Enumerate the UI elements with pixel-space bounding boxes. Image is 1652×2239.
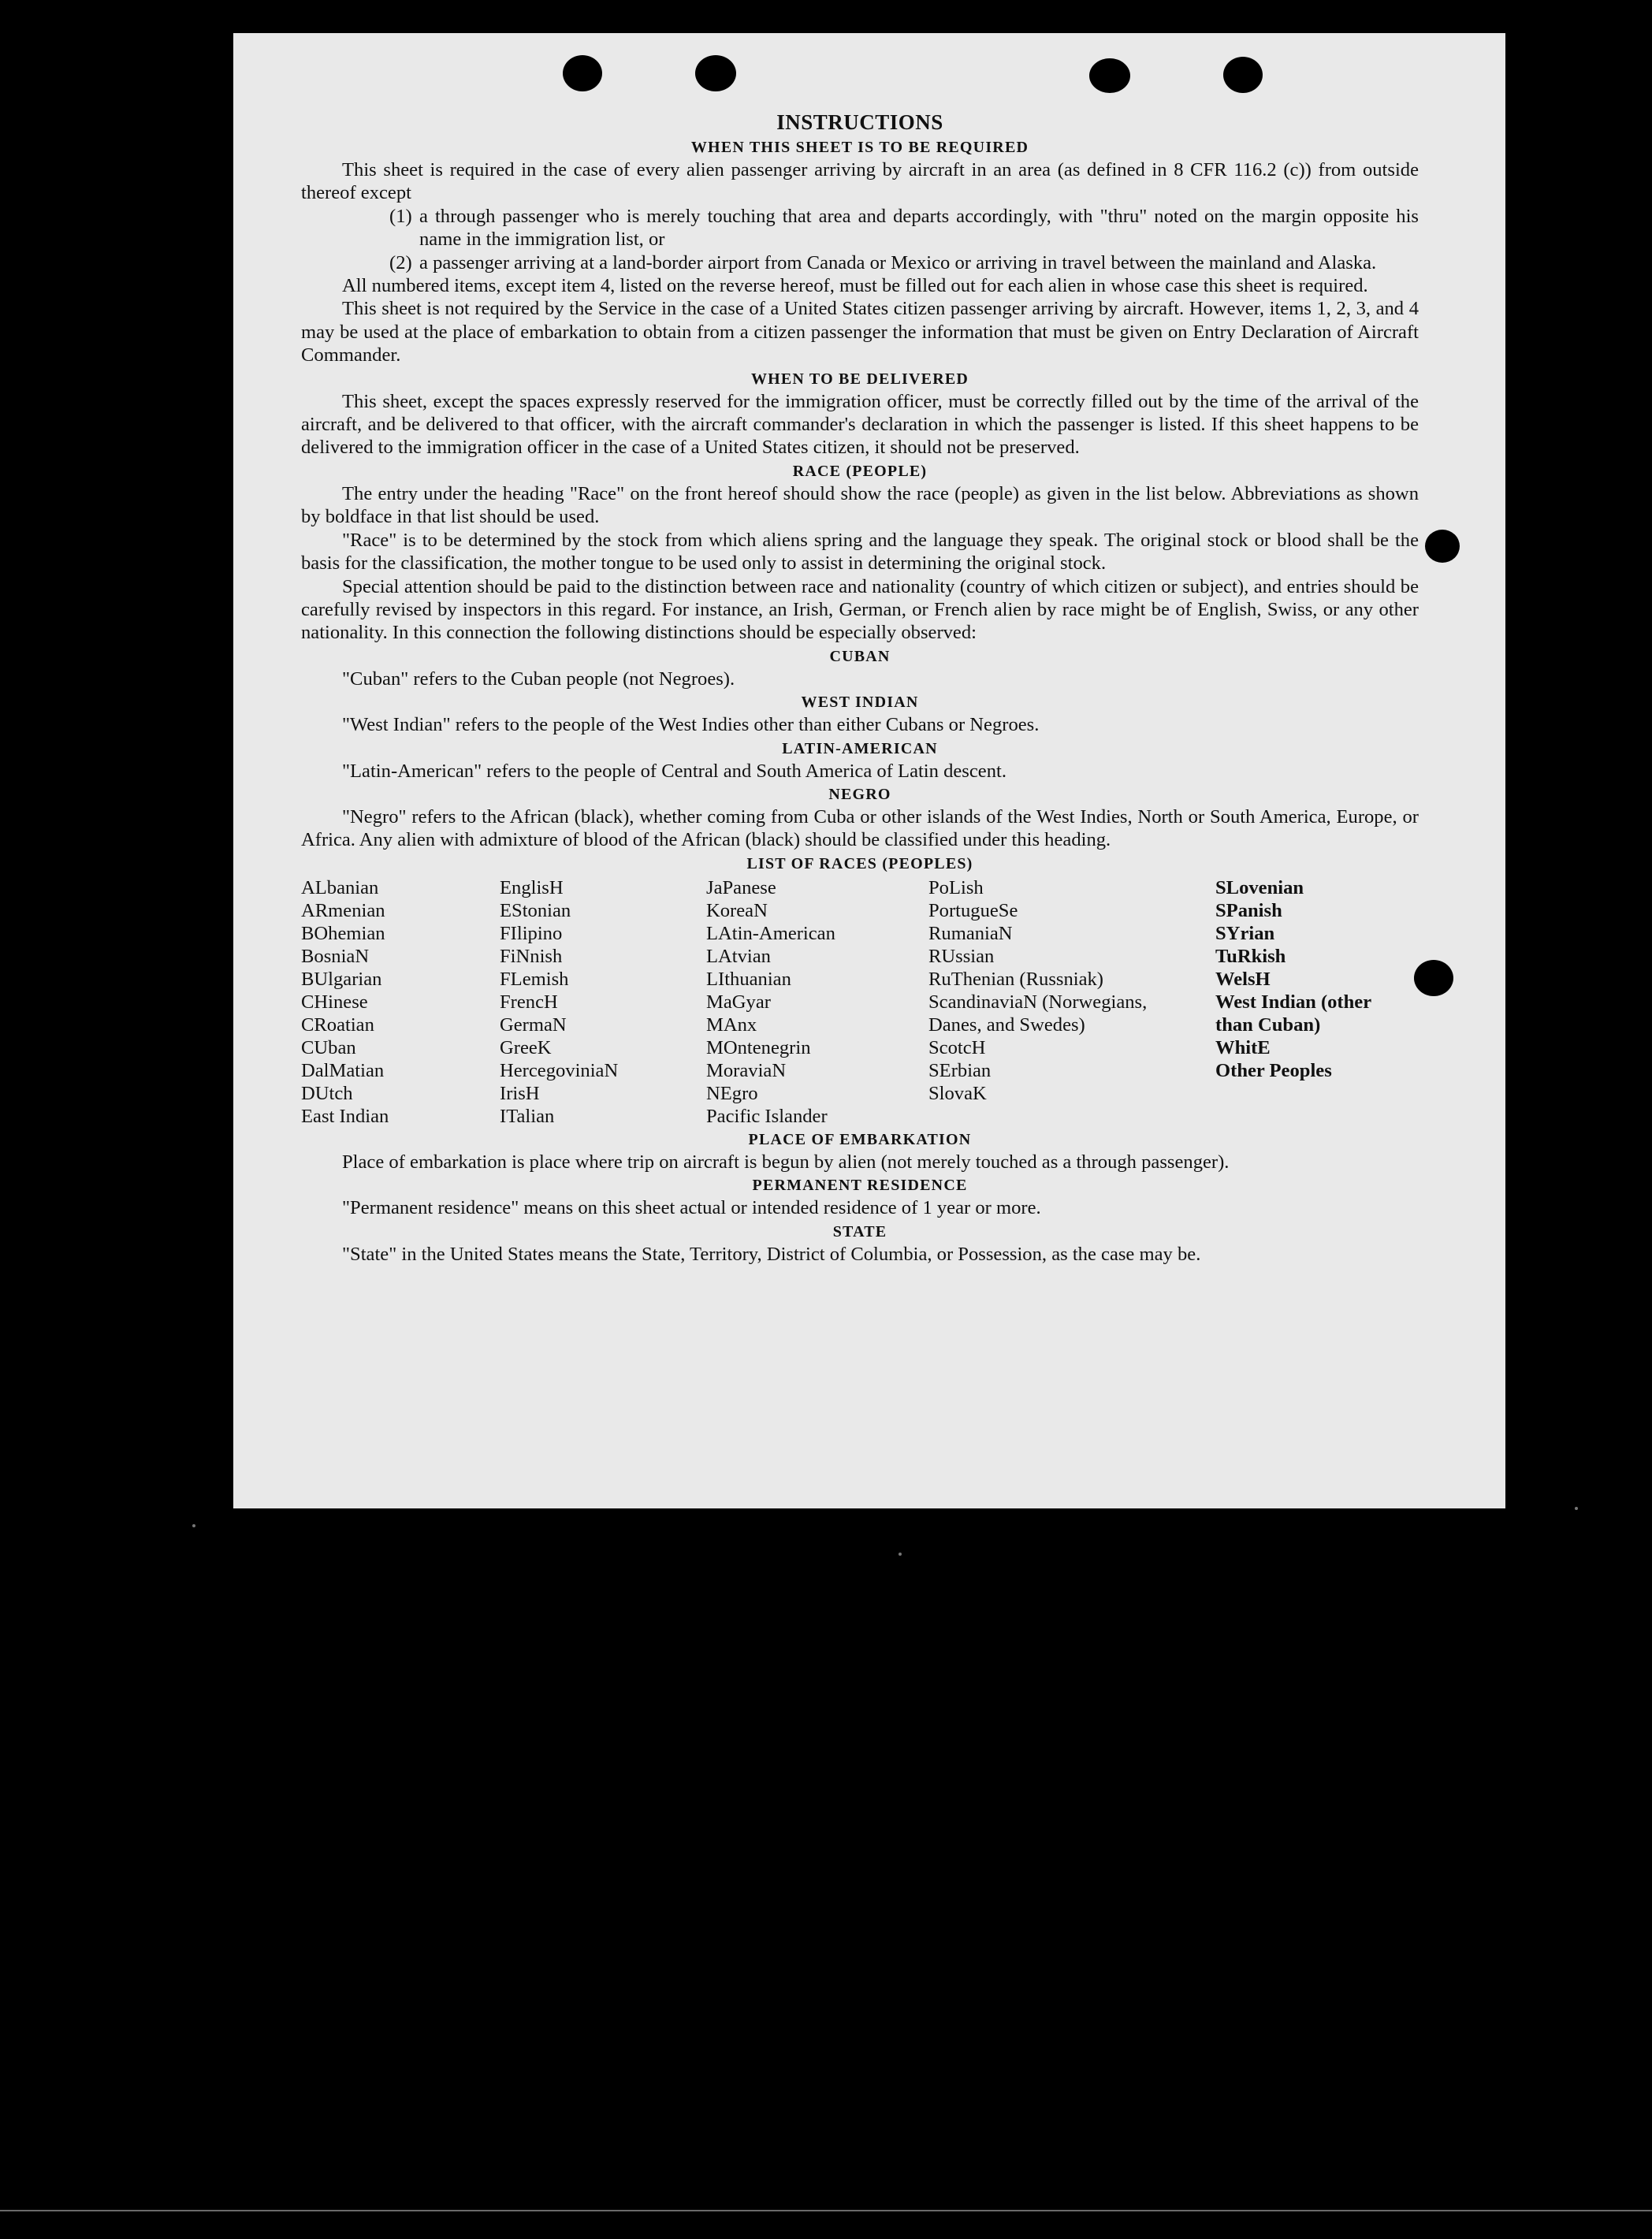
definition: "State" in the United States means the State, Territory, District of Columbia, or Possession, as the case may be.: [342, 1243, 1201, 1265]
paragraph: This sheet, except the spaces expressly reserved for the immigration officer, must be correctly filled out by the time of the arrival of the aircraft, and be delivered to that officer, with the aircraft commander's declaration in which the passenger is listed. If this sheet happens to be delivered to the immigration officer in the case of a United States citizen, it should not be preserved.: [301, 390, 1419, 459]
definition: "Cuban" refers to the Cuban people (not Negroes).: [342, 668, 735, 690]
race-entry: CUban: [301, 1036, 356, 1058]
race-entry: SLovenian: [1215, 876, 1304, 898]
race-entry: CHinese: [301, 991, 368, 1013]
race-column: [928, 876, 1215, 1128]
section-heading: WHEN THIS SHEET IS TO BE REQUIRED: [690, 139, 1029, 156]
document-sheet: [233, 33, 1505, 1508]
punch-hole: [1089, 58, 1130, 93]
race-entry: TuRkish: [1215, 945, 1286, 967]
item-number: (2): [389, 251, 412, 273]
punch-hole: [563, 55, 602, 91]
race-entry: EStonian: [500, 899, 571, 921]
instructions-body: [301, 109, 1419, 1266]
race-entry: RUssian: [928, 945, 995, 967]
race-entry: ScotcH: [928, 1036, 986, 1058]
section-heading: NEGRO: [828, 785, 891, 803]
race-entry: FiNnish: [500, 945, 563, 967]
punch-hole: [1425, 530, 1460, 563]
section-heading: LATIN-AMERICAN: [782, 739, 938, 757]
definition: "Permanent residence" means on this sheet actual or intended residence of 1 year or more.: [342, 1197, 1041, 1219]
list-item: [389, 251, 1419, 274]
scan-speck: [192, 1524, 195, 1527]
race-entry: LAtvian: [706, 945, 771, 967]
paragraph: "Race" is to be determined by the stock from which aliens spring and the language they speak. The original stock or blood shall be the basis for the classification, the mother tongue to be used only to assist in determining the original stock.: [301, 529, 1419, 575]
race-entry: RumaniaN: [928, 922, 1013, 944]
race-entry: LIthuanian: [706, 968, 791, 990]
paragraph: Special attention should be paid to the distinction between race and nationality (country of which citizen or subject), and entries should be carefully revised by inspectors in this regard. For instance, an Irish, German, or French alien by race might be of English, Swiss, or any other nationality. In this connection the following distinctions should be especially observed:: [301, 575, 1419, 644]
definition: "Negro" refers to the African (black), whether coming from Cuba or other islands of the West Indies, North or South America, Europe, or Africa. Any alien with admixture of blood of the African (black) should be classified under this heading.: [301, 805, 1419, 851]
page-title: INSTRUCTIONS: [776, 110, 943, 134]
paragraph: This sheet is not required by the Service in the case of a United States citizen passenger arriving by aircraft. However, items 1, 2, 3, and 4 may be used at the place of embarkation to obtain from a citizen passenger the information that must be given on Entry Declaration of Aircraft Commander.: [301, 298, 1419, 366]
race-entry: EnglisH: [500, 876, 564, 898]
race-entry: Pacific Islander: [706, 1105, 828, 1127]
paragraph: The entry under the heading "Race" on the front hereof should show the race (people) as given in the list below. Abbreviations as shown by boldface in that list should be used.: [301, 482, 1419, 528]
section-heading: CUBAN: [829, 647, 891, 665]
definition: "West Indian" refers to the people of the West Indies other than either Cubans or Negroes.: [342, 714, 1040, 736]
race-entry: GermaN: [500, 1014, 567, 1036]
race-entry: PoLish: [928, 876, 984, 898]
race-entry: East Indian: [301, 1105, 389, 1127]
race-entry: CRoatian: [301, 1014, 374, 1036]
punch-hole: [695, 55, 736, 91]
definition: Place of embarkation is place where trip on aircraft is begun by alien (not merely touched as a through passenger).: [342, 1151, 1230, 1173]
race-entry: ITalian: [500, 1105, 555, 1127]
race-entry: SErbian: [928, 1059, 992, 1081]
race-entry: KoreaN: [706, 899, 768, 921]
race-entry: WhitE: [1215, 1036, 1271, 1058]
section-heading: WHEN TO BE DELIVERED: [750, 370, 969, 388]
race-entry: MAnx: [706, 1014, 757, 1036]
list-item: [389, 205, 1419, 251]
punch-hole: [1223, 57, 1263, 93]
race-entry: West Indian (other than Cuban): [1215, 991, 1371, 1036]
race-entry: ALbanian: [301, 876, 379, 898]
paragraph: All numbered items, except item 4, listed on the reverse hereof, must be filled out for each alien in whose case this sheet is required.: [342, 275, 1368, 297]
section-heading: LIST OF RACES (PEOPLES): [746, 854, 973, 872]
race-entry: FrencH: [500, 991, 558, 1013]
scan-speck: [1575, 1507, 1578, 1510]
race-entry: MoraviaN: [706, 1059, 787, 1081]
scan-speck: [899, 1553, 902, 1556]
race-entry: SPanish: [1215, 899, 1282, 921]
race-entry: MOntenegrin: [706, 1036, 811, 1058]
race-entry: IrisH: [500, 1082, 540, 1104]
race-entry: LAtin-American: [706, 922, 835, 944]
race-list: [301, 876, 1419, 1128]
race-entry: GreeK: [500, 1036, 552, 1058]
item-text: a through passenger who is merely touching that area and departs accordingly, with "thru" noted on the margin opposite his name in the immigration list, or: [419, 205, 1419, 251]
item-text: a passenger arriving at a land-border airport from Canada or Mexico or arriving in travel between the mainland and Alaska.: [419, 251, 1377, 273]
race-entry: Other Peoples: [1215, 1059, 1332, 1081]
race-entry: SlovaK: [928, 1082, 987, 1104]
race-entry: ScandinaviaN (Norwegians, Danes, and Swedes): [928, 991, 1148, 1036]
section-heading: WEST INDIAN: [801, 694, 919, 712]
race-entry: WelsH: [1215, 968, 1271, 990]
race-column: [500, 876, 706, 1128]
race-entry: PortugueSe: [928, 899, 1018, 921]
definition: "Latin-American" refers to the people of Central and South America of Latin descent.: [342, 760, 1006, 782]
item-number: (1): [389, 205, 412, 227]
race-entry: BUlgarian: [301, 968, 382, 990]
race-entry: BosniaN: [301, 945, 370, 967]
race-entry: JaPanese: [706, 876, 776, 898]
race-entry: BOhemian: [301, 922, 385, 944]
punch-hole: [1414, 960, 1453, 996]
race-entry: DUtch: [301, 1082, 353, 1104]
race-entry: DalMatian: [301, 1059, 385, 1081]
section-heading: PERMANENT RESIDENCE: [752, 1177, 968, 1195]
paragraph: This sheet is required in the case of every alien passenger arriving by aircraft in an area (as defined in 8 CFR 116.2 (c)) from outside thereof except: [301, 159, 1419, 204]
race-entry: SYrian: [1215, 922, 1275, 944]
race-column: [1215, 876, 1419, 1128]
race-column: [301, 876, 500, 1128]
scan-edge-line: [0, 2210, 1652, 2211]
race-entry: HercegoviniaN: [500, 1059, 619, 1081]
section-heading: RACE (PEOPLE): [792, 462, 928, 480]
race-entry: FLemish: [500, 968, 569, 990]
section-heading: STATE: [832, 1222, 887, 1240]
race-column: [706, 876, 928, 1128]
race-entry: ARmenian: [301, 899, 385, 921]
race-entry: NEgro: [706, 1082, 758, 1104]
race-entry: MaGyar: [706, 991, 771, 1013]
section-heading: PLACE OF EMBARKATION: [748, 1130, 972, 1148]
race-entry: FIlipino: [500, 922, 563, 944]
race-entry: RuThenian (Russniak): [928, 968, 1103, 990]
